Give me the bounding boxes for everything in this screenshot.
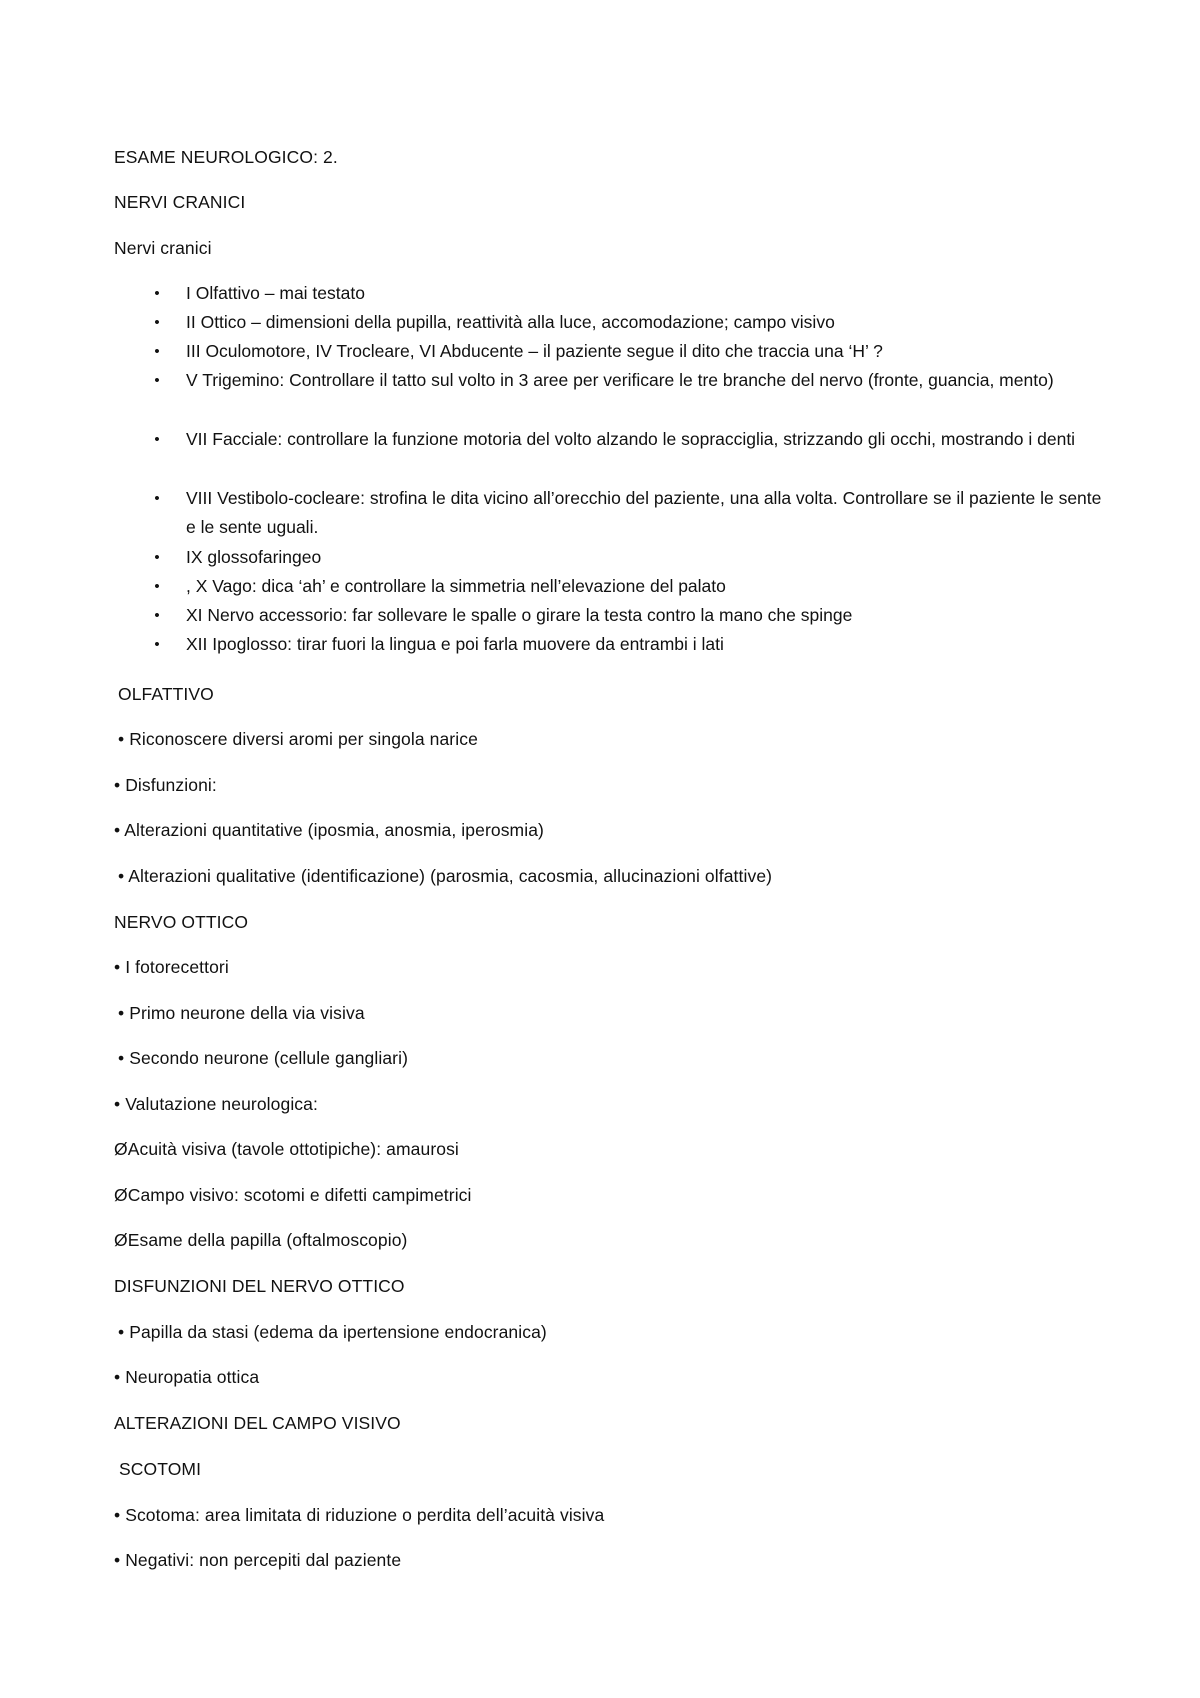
section-heading-campo-visivo: ALTERAZIONI DEL CAMPO VISIVO	[114, 1413, 401, 1433]
section-heading-disfunzioni: DISFUNZIONI DEL NERVO OTTICO	[114, 1276, 405, 1296]
list-item-text: V Trigemino: Controllare il tatto sul volto in 3 aree per verificare le tre branche del nervo (fronte, guancia, mento)	[186, 370, 1054, 390]
list-item-text: XI Nervo accessorio: far sollevare le spalle o girare la testa contro la mano che spinge	[186, 605, 853, 625]
subheading-scotomi: SCOTOMI	[119, 1459, 202, 1479]
section-heading-nervo-ottico: NERVO OTTICO	[114, 912, 249, 932]
section-heading-cranial-nerves: NERVI CRANICI	[114, 192, 246, 212]
list-item-text: XII Ipoglosso: tirar fuori la lingua e poi farla muovere da entrambi i lati	[186, 634, 724, 654]
subheading-cranial-nerves: Nervi cranici	[114, 238, 212, 258]
paragraph: ØCampo visivo: scotomi e difetti campimetrici	[114, 1185, 472, 1205]
paragraph: • Valutazione neurologica:	[114, 1094, 318, 1114]
paragraph: • Scotoma: area limitata di riduzione o perdita dell’acuità visiva	[114, 1505, 605, 1525]
paragraph: • Alterazioni quantitative (iposmia, anosmia, iperosmia)	[114, 820, 544, 840]
paragraph: • Negativi: non percepiti dal paziente	[114, 1550, 402, 1570]
paragraph: ØAcuità visiva (tavole ottotipiche): amaurosi	[114, 1139, 459, 1159]
bullet-icon: •	[154, 372, 160, 389]
list-item-text: , X Vago: dica ‘ah’ e controllare la simmetria nell’elevazione del palato	[186, 576, 726, 596]
list-item-text: III Oculomotore, IV Trocleare, VI Abducente – il paziente segue il dito che traccia una ‘H’ ?	[186, 341, 883, 361]
paragraph: • Neuropatia ottica	[114, 1367, 260, 1387]
bullet-icon: •	[154, 549, 160, 566]
bullet-icon: •	[154, 285, 160, 302]
bullet-icon: •	[154, 431, 160, 448]
paragraph: • Riconoscere diversi aromi per singola narice	[118, 729, 478, 749]
list-item-text: II Ottico – dimensioni della pupilla, reattività alla luce, accomodazione; campo visivo	[186, 312, 835, 332]
bullet-icon: •	[154, 636, 160, 653]
bullet-icon: •	[154, 314, 160, 331]
paragraph: • Primo neurone della via visiva	[118, 1003, 365, 1023]
list-item-text: VII Facciale: controllare la funzione motoria del volto alzando le sopracciglia, strizzando gli occhi, mostrando i denti	[186, 429, 1076, 449]
paragraph: ØEsame della papilla (oftalmoscopio)	[114, 1230, 408, 1250]
list-item-text: IX glossofaringeo	[186, 547, 322, 567]
section-heading-olfattivo: OLFATTIVO	[118, 684, 214, 704]
paragraph: • I fotorecettori	[114, 957, 229, 977]
list-item-text: I Olfattivo – mai testato	[186, 283, 365, 303]
bullet-icon: •	[154, 607, 160, 624]
bullet-icon: •	[154, 343, 160, 360]
bullet-icon: •	[154, 578, 160, 595]
document-title: ESAME NEUROLOGICO: 2.	[114, 147, 338, 167]
list-item-text: VIII Vestibolo-cocleare: strofina le dita vicino all’orecchio del paziente, una alla volta. Controllare se il paziente le sente e le sente uguali.	[186, 488, 1102, 537]
paragraph: • Disfunzioni:	[114, 775, 217, 795]
paragraph: • Secondo neurone (cellule gangliari)	[118, 1048, 409, 1068]
paragraph: • Alterazioni qualitative (identificazione) (parosmia, cacosmia, allucinazioni olfattive)	[118, 866, 773, 886]
paragraph: • Papilla da stasi (edema da ipertensione endocranica)	[118, 1322, 547, 1342]
bullet-icon: •	[154, 490, 160, 507]
